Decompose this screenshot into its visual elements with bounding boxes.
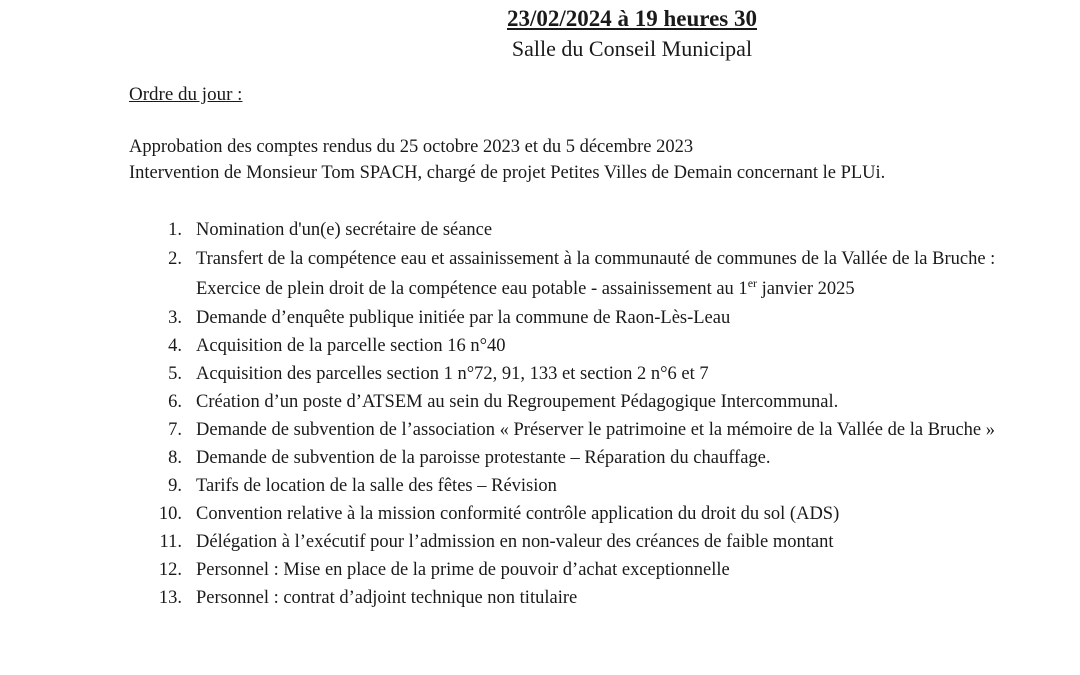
agenda-item-number: 1. bbox=[168, 220, 182, 240]
agenda-item-text: Transfert de la compétence eau et assainissement à la communauté de communes de la Vallée de la Bruche : Exercice de plein droit de la compétence eau potable - assainissement au 1 bbox=[196, 249, 996, 299]
intro-line-intervention: Intervention de Monsieur Tom SPACH, chargé de projet Petites Villes de Demain concernant le PLUi. bbox=[129, 163, 886, 183]
agenda-item-number: 11. bbox=[159, 532, 182, 552]
agenda-item-text: Délégation à l’exécutif pour l’admission en non-valeur des créances de faible montant bbox=[196, 532, 834, 552]
agenda-item-number: 6. bbox=[168, 392, 182, 412]
agenda-item-superscript: er bbox=[747, 275, 758, 290]
agenda-item-number: 7. bbox=[168, 420, 182, 440]
agenda-item bbox=[140, 360, 1040, 388]
agenda-item-number: 3. bbox=[168, 308, 182, 328]
agenda-item-number: 13. bbox=[158, 588, 182, 608]
agenda-item-text: Tarifs de location de la salle des fêtes – Révision bbox=[196, 476, 557, 496]
agenda-item-number: 10. bbox=[158, 504, 182, 524]
agenda-item bbox=[140, 444, 1040, 472]
meeting-date-time: 23/02/2024 à 19 heures 30 bbox=[506, 6, 758, 31]
agenda-item-text: Acquisition des parcelles section 1 n°72, 91, 133 et section 2 n°6 et 7 bbox=[196, 364, 709, 384]
agenda-item-text: Acquisition de la parcelle section 16 n°40 bbox=[196, 336, 506, 356]
agenda-item bbox=[140, 472, 1040, 500]
agenda-item-text: Convention relative à la mission conformité contrôle application du droit du sol (ADS) bbox=[196, 504, 840, 524]
agenda-item-number: 4. bbox=[168, 336, 182, 356]
meeting-place: Salle du Conseil Municipal bbox=[511, 36, 753, 61]
intro-line-approval: Approbation des comptes rendus du 25 octobre 2023 et du 5 décembre 2023 bbox=[129, 137, 694, 157]
agenda-item-number: 5. bbox=[168, 364, 182, 384]
agenda-item-text-end: janvier 2025 bbox=[757, 279, 855, 299]
agenda-item-number: 12. bbox=[158, 560, 182, 580]
agenda-items-list bbox=[140, 216, 1040, 612]
agenda-item bbox=[140, 244, 1040, 304]
agenda-item bbox=[140, 416, 1040, 444]
agenda-item bbox=[140, 500, 1040, 528]
agenda-item bbox=[140, 528, 1040, 556]
agenda-item bbox=[140, 216, 1040, 244]
agenda-item-text: Personnel : Mise en place de la prime de pouvoir d’achat exceptionnelle bbox=[196, 560, 730, 580]
agenda-item bbox=[140, 584, 1040, 612]
agenda-item-text: Demande de subvention de la paroisse protestante – Réparation du chauffage. bbox=[196, 448, 771, 468]
agenda-item bbox=[140, 304, 1040, 332]
agenda-intro bbox=[129, 134, 1059, 186]
agenda-item-number: 8. bbox=[168, 448, 182, 468]
agenda-item bbox=[140, 388, 1040, 416]
agenda-title: Ordre du jour : bbox=[129, 84, 243, 105]
agenda-item-number: 9. bbox=[168, 476, 182, 496]
agenda-item-text: Nomination d'un(e) secrétaire de séance bbox=[196, 220, 493, 240]
agenda-item-number: 2. bbox=[168, 249, 182, 269]
agenda-item-text: Demande d’enquête publique initiée par la commune de Raon-Lès-Leau bbox=[196, 308, 731, 328]
agenda-item-text: Personnel : contrat d’adjoint technique non titulaire bbox=[196, 588, 578, 608]
agenda-item bbox=[140, 332, 1040, 360]
agenda-item-text: Création d’un poste d’ATSEM au sein du Regroupement Pédagogique Intercommunal. bbox=[196, 392, 839, 412]
agenda-item-text: Demande de subvention de l’association « Préserver le patrimoine et la mémoire de la Vallée de la Bruche » bbox=[196, 420, 995, 440]
agenda-item bbox=[140, 556, 1040, 584]
